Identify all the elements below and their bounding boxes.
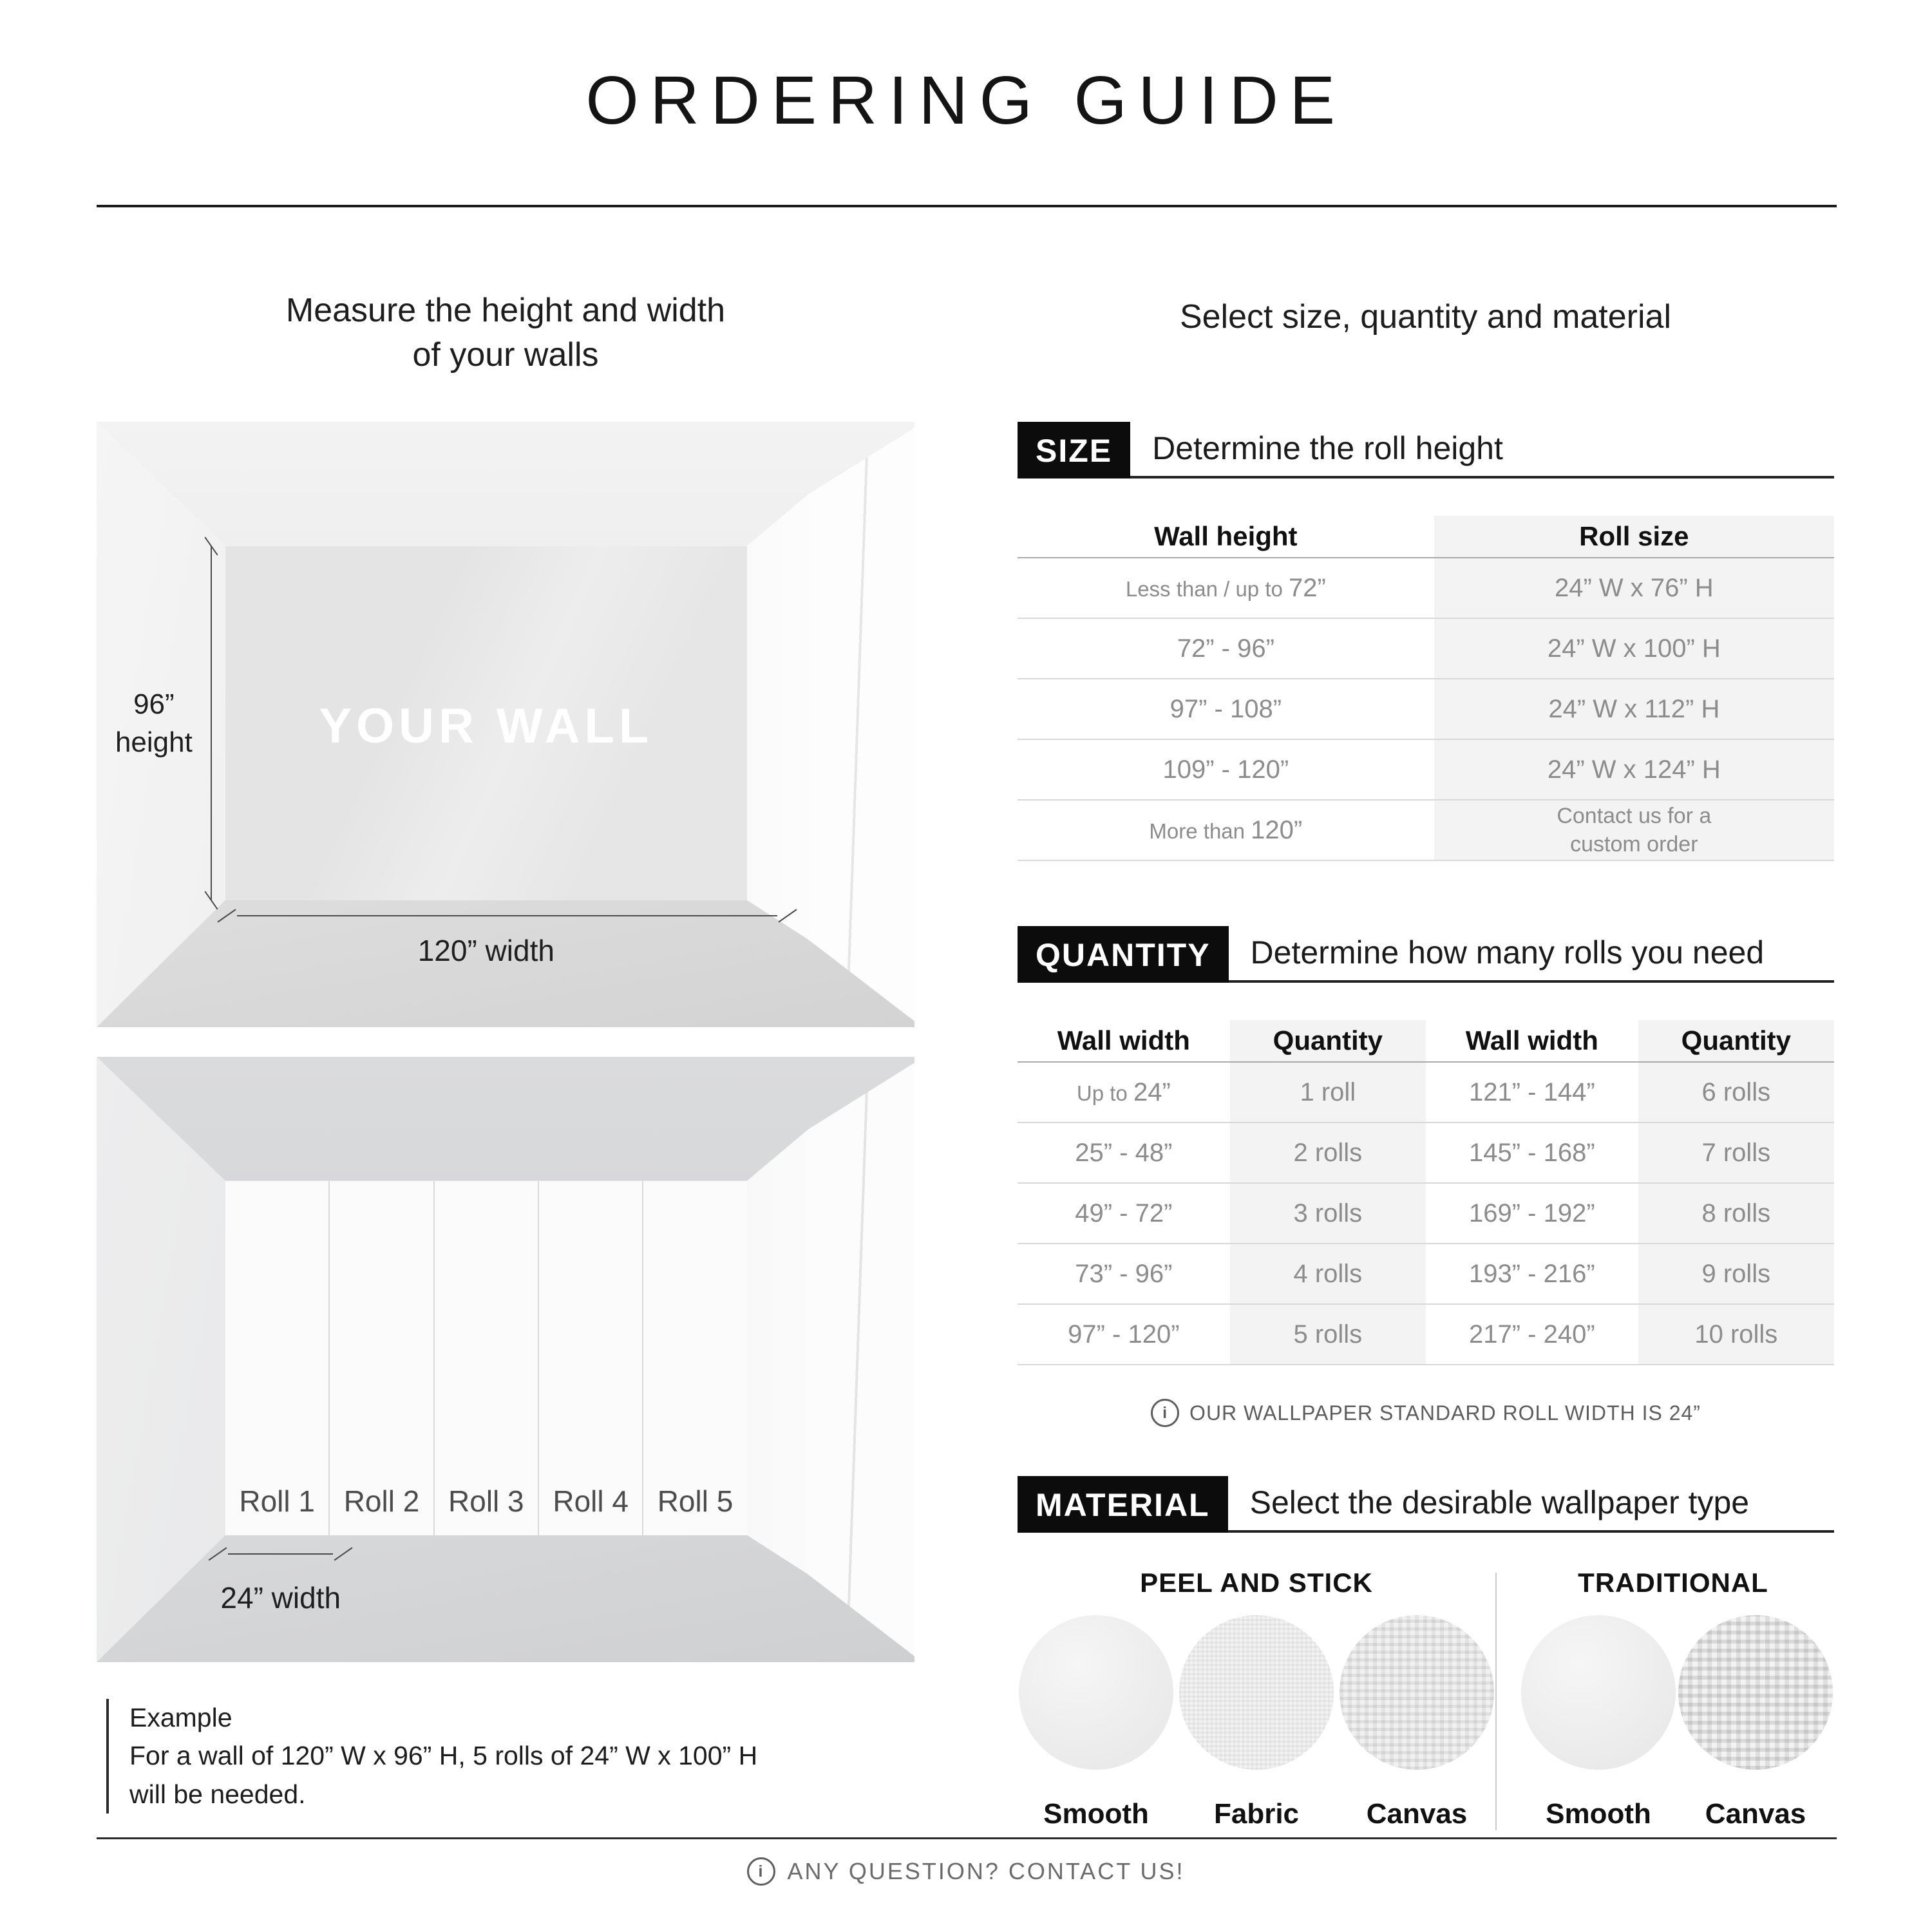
quantity-col-wall-width-1: Wall width — [1018, 1020, 1230, 1062]
table-row — [1018, 1183, 1834, 1244]
material-badge: MATERIAL — [1018, 1476, 1228, 1533]
top-divider — [97, 205, 1837, 207]
room1-back-wall — [225, 546, 747, 900]
texture-canvas-swatch-icon — [1678, 1615, 1833, 1770]
info-icon: i — [747, 1857, 775, 1886]
material-option-canvas — [1678, 1615, 1833, 1830]
table-row — [1018, 1062, 1834, 1122]
quantity-cell: 4 rolls — [1230, 1244, 1426, 1304]
your-wall-label: YOUR WALL — [319, 699, 654, 754]
example-title: Example — [129, 1703, 232, 1732]
size-section-header — [1018, 422, 1834, 478]
quantity-cell: 3 rolls — [1230, 1183, 1426, 1244]
custom-order-line1: Contact us for a — [1557, 803, 1712, 828]
quantity-table-header-row — [1018, 1020, 1834, 1062]
wall-width-cell — [1018, 1304, 1230, 1365]
roll-panel — [328, 1181, 433, 1535]
quantity-subtitle: Determine how many rolls you need — [1250, 934, 1765, 971]
cell-value: 73” - 96” — [1075, 1259, 1173, 1288]
height-dimension-label — [105, 685, 203, 762]
wall-height-cell — [1018, 558, 1434, 618]
material-group-peel-and-stick — [1018, 1567, 1495, 1830]
table-row — [1018, 800, 1834, 860]
page-title: ORDERING GUIDE — [585, 62, 1347, 138]
quantity-section — [1018, 926, 1834, 1427]
quantity-col-wall-width-2: Wall width — [1426, 1020, 1638, 1062]
quantity-cell: 2 rolls — [1230, 1122, 1426, 1183]
roll-size-cell: 24” W x 76” H — [1434, 558, 1834, 618]
material-groups — [1018, 1567, 1834, 1830]
roll-panel — [225, 1181, 328, 1535]
material-option-fabric — [1179, 1615, 1334, 1830]
material-group-name: PEEL AND STICK — [1140, 1567, 1373, 1598]
measure-heading — [97, 289, 914, 377]
table-row — [1018, 1304, 1834, 1365]
roll-label: Roll 5 — [657, 1484, 734, 1518]
quantity-cell: 5 rolls — [1230, 1304, 1426, 1365]
table-row — [1018, 1244, 1834, 1304]
roll-width-note-text: OUR WALLPAPER STANDARD ROLL WIDTH IS 24” — [1189, 1401, 1701, 1425]
quantity-col-quantity-1: Quantity — [1230, 1020, 1426, 1062]
quantity-cell: 10 rolls — [1638, 1304, 1834, 1365]
height-word: height — [115, 726, 193, 759]
roll-label: Roll 2 — [343, 1484, 420, 1518]
texture-fabric-swatch-icon — [1179, 1615, 1334, 1770]
size-subtitle: Determine the roll height — [1152, 430, 1503, 466]
roll-width-dimension-label: 24” width — [220, 1581, 341, 1615]
material-options — [1018, 1615, 1495, 1830]
quantity-cell: 8 rolls — [1638, 1183, 1834, 1244]
material-label: Canvas — [1366, 1798, 1468, 1830]
cell-value: 109” - 120” — [1162, 755, 1289, 784]
table-row — [1018, 1122, 1834, 1183]
size-section — [1018, 422, 1834, 861]
quantity-cell: 7 rolls — [1638, 1122, 1834, 1183]
wall-height-cell — [1018, 800, 1434, 860]
cell-prefix: More than — [1149, 819, 1251, 843]
roll-size-cell: 24” W x 124” H — [1434, 739, 1834, 800]
roll-width-dimension-line — [228, 1553, 333, 1555]
room2-back-wall — [225, 1181, 747, 1535]
table-row — [1018, 739, 1834, 800]
cell-prefix: Less than / up to — [1125, 576, 1289, 601]
wall-width-cell: 121” - 144” — [1426, 1062, 1638, 1122]
roll-label: Roll 1 — [239, 1484, 315, 1518]
size-table-header-row — [1018, 516, 1834, 558]
width-dimension-label: 120” width — [417, 934, 554, 968]
cell-value: 97” - 108” — [1170, 694, 1282, 723]
example-line2: will be needed. — [129, 1779, 306, 1809]
wall-width-cell — [1018, 1122, 1230, 1183]
wall-width-cell: 193” - 216” — [1426, 1244, 1638, 1304]
material-subtitle: Select the desirable wallpaper type — [1249, 1484, 1750, 1520]
roll-width-note — [1018, 1399, 1834, 1427]
roll-size-cell: 24” W x 112” H — [1434, 679, 1834, 739]
wall-width-cell: 217” - 240” — [1426, 1304, 1638, 1365]
size-col-roll-size: Roll size — [1434, 516, 1834, 558]
quantity-cell: 6 rolls — [1638, 1062, 1834, 1122]
size-badge: SIZE — [1018, 422, 1130, 478]
wall-width-cell — [1018, 1244, 1230, 1304]
wall-width-cell — [1018, 1062, 1230, 1122]
material-group-name: TRADITIONAL — [1578, 1567, 1768, 1598]
footer-divider — [97, 1837, 1837, 1839]
measure-heading-line1: Measure the height and width — [285, 292, 726, 329]
material-section-header — [1018, 1476, 1834, 1533]
wall-width-cell: 169” - 192” — [1426, 1183, 1638, 1244]
quantity-col-quantity-2: Quantity — [1638, 1020, 1834, 1062]
cell-value: 72” — [1289, 573, 1326, 602]
room-illustration-rolls — [97, 1057, 914, 1662]
size-table — [1018, 516, 1834, 861]
example-note — [106, 1699, 928, 1814]
quantity-badge: QUANTITY — [1018, 926, 1229, 983]
roll-panel — [433, 1181, 538, 1535]
material-section — [1018, 1476, 1834, 1830]
table-row — [1018, 618, 1834, 679]
wall-width-cell: 145” - 168” — [1426, 1122, 1638, 1183]
texture-smooth-swatch-icon — [1521, 1615, 1676, 1770]
footer-text: ANY QUESTION? CONTACT US! — [787, 1858, 1185, 1884]
cell-value: 72” - 96” — [1177, 634, 1274, 663]
roll-size-cell: 24” W x 100” H — [1434, 618, 1834, 679]
wall-height-cell — [1018, 679, 1434, 739]
cell-value: 24” — [1133, 1077, 1171, 1106]
width-dimension-line — [237, 915, 777, 916]
material-label: Fabric — [1213, 1798, 1300, 1830]
wall-height-cell — [1018, 739, 1434, 800]
texture-canvas-swatch-icon — [1340, 1615, 1494, 1770]
material-option-smooth — [1019, 1615, 1173, 1830]
table-row — [1018, 679, 1834, 739]
height-dimension-line — [211, 546, 212, 900]
cell-value: 49” - 72” — [1075, 1198, 1173, 1227]
measure-heading-line2: of your walls — [412, 336, 599, 374]
info-icon: i — [1151, 1399, 1179, 1427]
material-label: Smooth — [1546, 1798, 1651, 1830]
quantity-cell: 1 roll — [1230, 1062, 1426, 1122]
quantity-cell: 9 rolls — [1638, 1244, 1834, 1304]
quantity-table — [1018, 1020, 1834, 1365]
table-row — [1018, 558, 1834, 618]
cell-value: 25” - 48” — [1075, 1138, 1173, 1167]
room-illustration-measure — [97, 422, 914, 1027]
height-value: 96” — [133, 688, 175, 720]
example-line1: For a wall of 120” W x 96” H, 5 rolls of 24” W x 100” H — [129, 1741, 758, 1771]
material-label: Smooth — [1043, 1798, 1149, 1830]
roll-panel — [642, 1181, 746, 1535]
roll-size-cell — [1434, 800, 1834, 860]
wall-width-cell — [1018, 1183, 1230, 1244]
footer — [0, 1857, 1932, 1886]
custom-order-line2: custom order — [1570, 832, 1698, 857]
cell-prefix: Up to — [1076, 1081, 1133, 1105]
roll-panel — [538, 1181, 642, 1535]
cell-value: 120” — [1251, 815, 1303, 844]
select-heading: Select size, quantity and material — [1179, 298, 1672, 336]
roll-label: Roll 3 — [448, 1484, 524, 1518]
size-col-wall-height: Wall height — [1018, 516, 1434, 558]
material-option-smooth — [1521, 1615, 1676, 1830]
cell-value: 97” - 120” — [1068, 1320, 1180, 1349]
material-group-traditional — [1497, 1567, 1834, 1830]
quantity-section-header — [1018, 926, 1834, 983]
roll-label: Roll 4 — [553, 1484, 629, 1518]
wall-height-cell — [1018, 618, 1434, 679]
material-options — [1512, 1615, 1834, 1830]
texture-smooth-swatch-icon — [1019, 1615, 1173, 1770]
material-label: Canvas — [1705, 1798, 1806, 1830]
material-option-canvas — [1340, 1615, 1494, 1830]
